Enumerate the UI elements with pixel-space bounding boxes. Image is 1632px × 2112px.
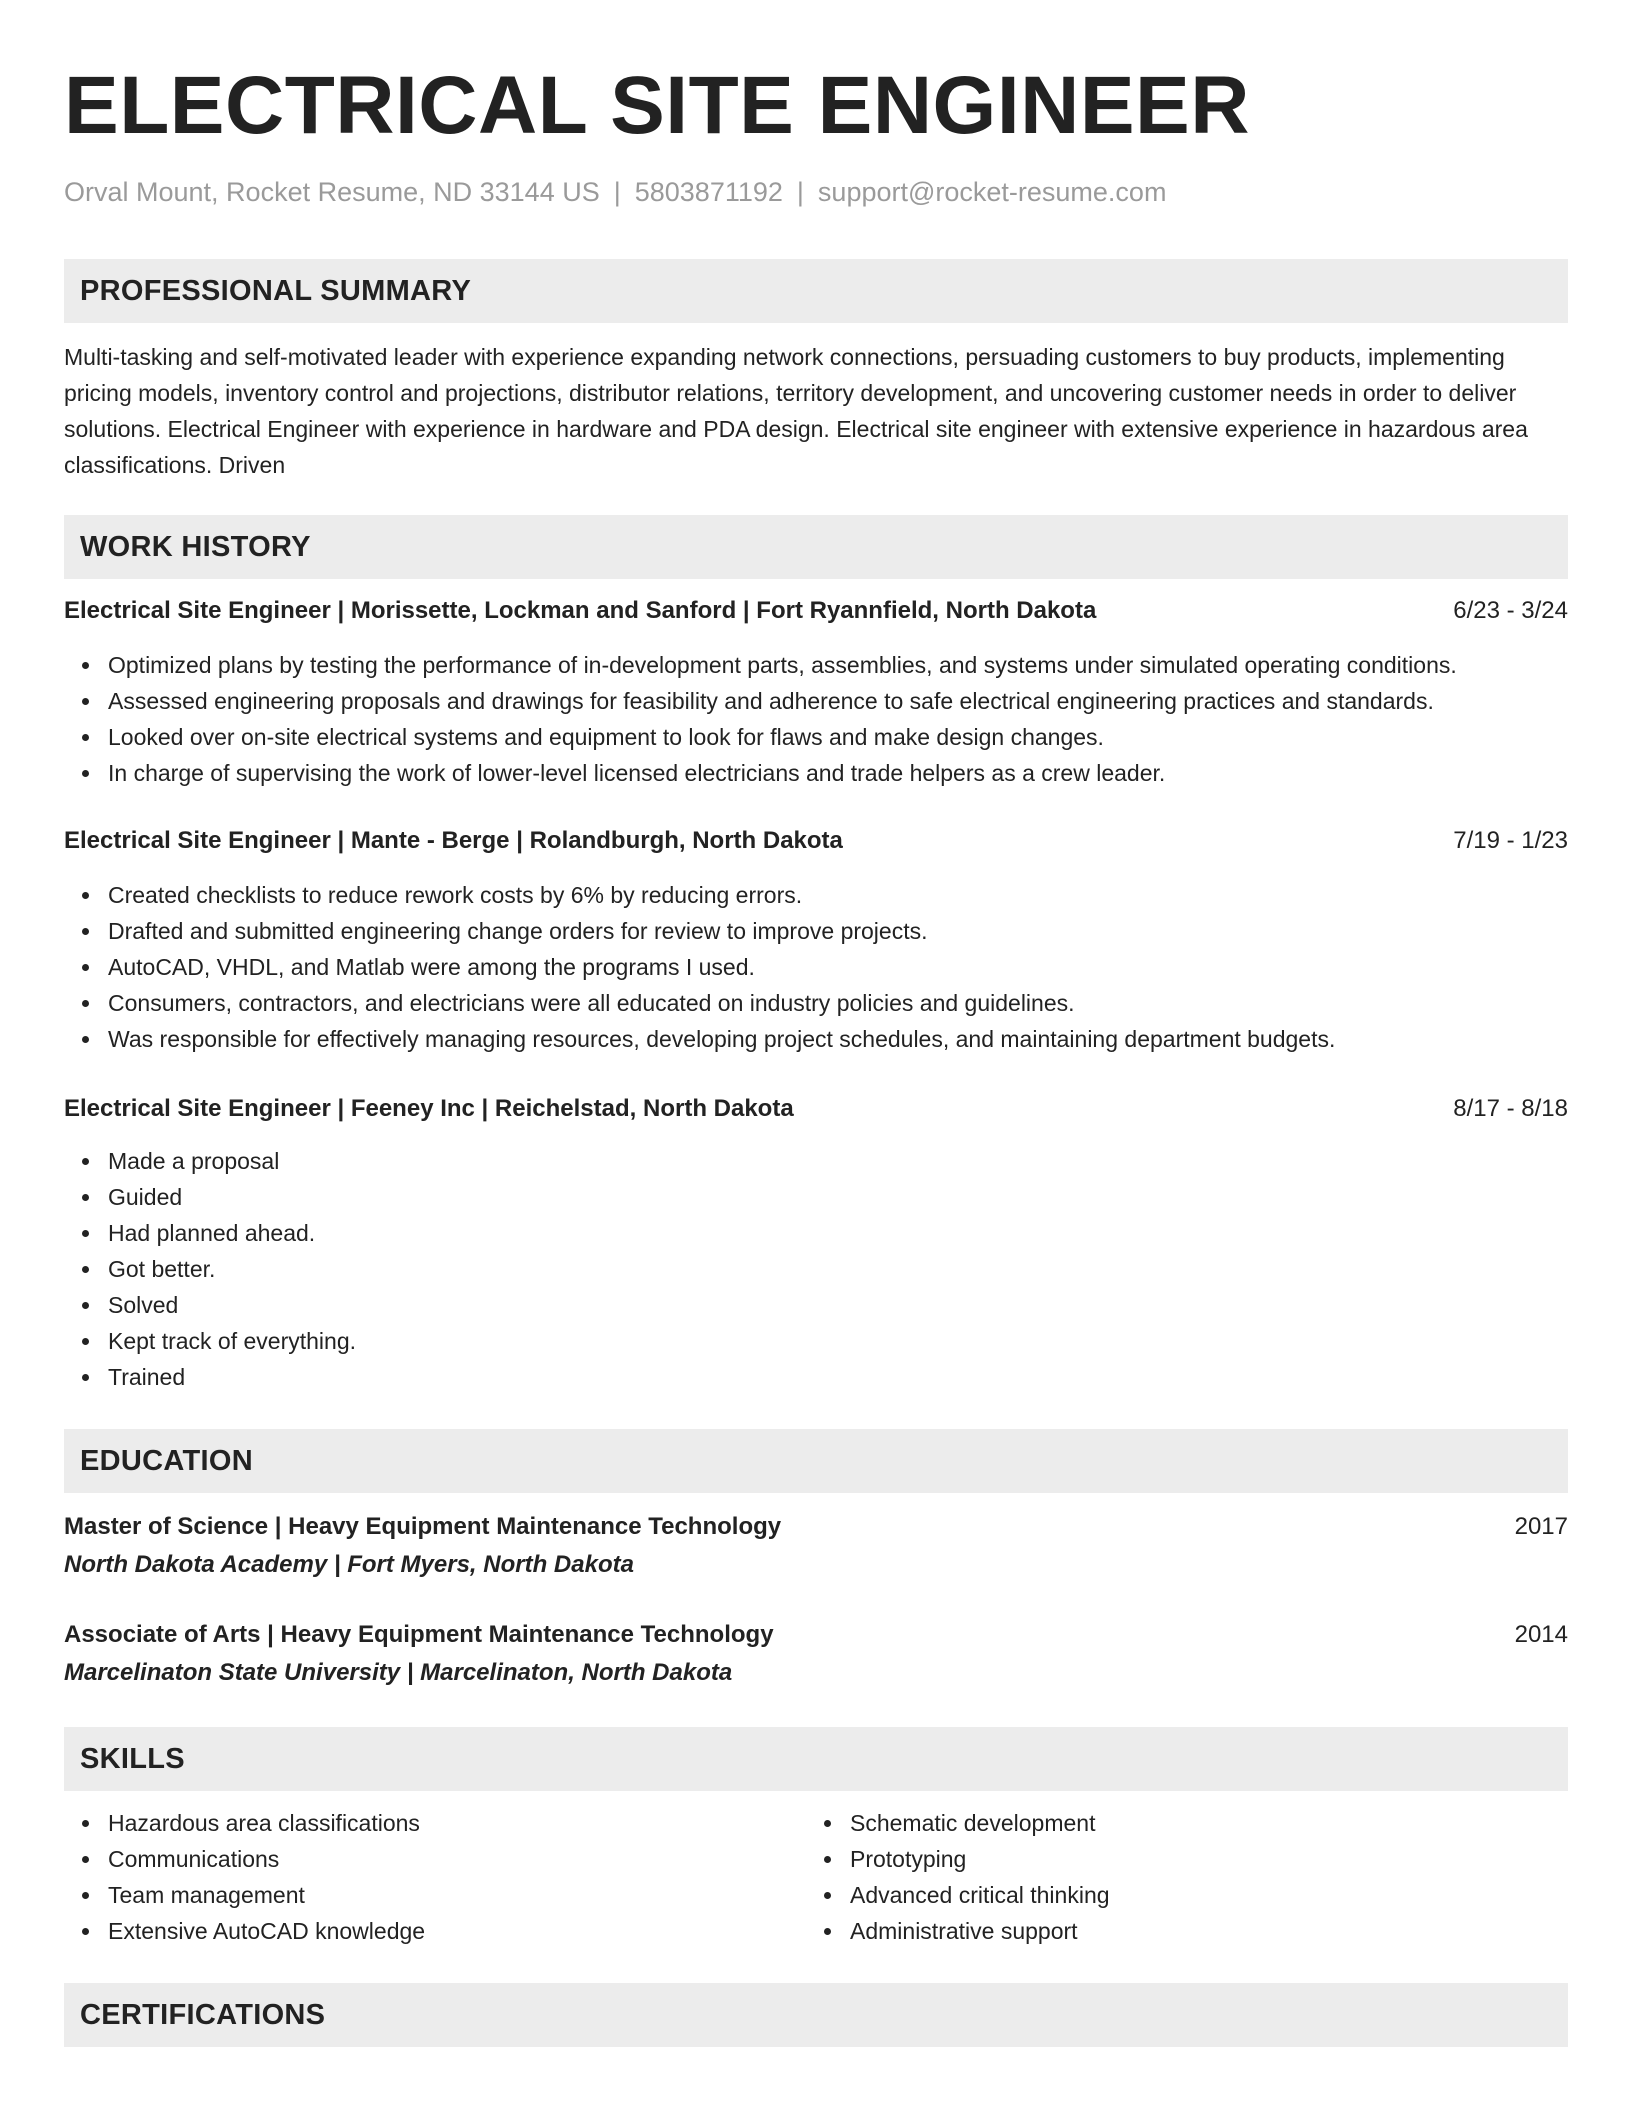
education-entry [64, 1617, 1568, 1691]
list-item: Made a proposal [108, 1143, 1568, 1179]
list-item: Trained [108, 1359, 1568, 1395]
job-title-company: Electrical Site Engineer | Feeney Inc | Reichelstad, North Dakota [64, 1095, 794, 1122]
list-item: Hazardous area classifications [108, 1805, 806, 1841]
education-entry [64, 1509, 1568, 1583]
list-item: Team management [108, 1877, 806, 1913]
job-entry [64, 1091, 1568, 1395]
resume-title: ELECTRICAL SITE ENGINEER [64, 60, 1250, 151]
skills-column-right [806, 1805, 1548, 1949]
list-item: Looked over on-site electrical systems and equipment to look for flaws and make design changes. [108, 719, 1568, 755]
job-dates: 7/19 - 1/23 [1453, 827, 1568, 854]
contact-separator: | [796, 177, 804, 207]
list-item: Optimized plans by testing the performance of in-development parts, assemblies, and systems under simulated operating conditions. [108, 647, 1568, 683]
list-item: Was responsible for effectively managing resources, developing project schedules, and maintaining department budgets. [108, 1021, 1568, 1057]
list-item: Assessed engineering proposals and drawings for feasibility and adherence to safe electrical engineering practices and standards. [108, 683, 1568, 719]
list-item: Administrative support [850, 1913, 1548, 1949]
job-heading [64, 823, 1568, 859]
list-item: Schematic development [850, 1805, 1548, 1841]
job-heading [64, 593, 1568, 629]
list-item: AutoCAD, VHDL, and Matlab were among the programs I used. [108, 949, 1568, 985]
list-item: In charge of supervising the work of lower-level licensed electricians and trade helpers as a crew leader. [108, 755, 1568, 791]
education-degree: Associate of Arts | Heavy Equipment Maintenance Technology [64, 1621, 774, 1648]
summary-text: Multi-tasking and self-motivated leader with experience expanding network connections, persuading customers to buy products, implementing pricing models, inventory control and projections, distributor relations, territory development, and uncovering customer needs in order to deliver solutions. Electrical Engineer with experience in hardware and PDA design. Electrical site engineer with extensive experience in hazardous area classifications. Driven [64, 344, 1528, 478]
job-bullets [64, 877, 1568, 1057]
job-title-company: Electrical Site Engineer | Morissette, Lockman and Sanford | Fort Ryannfield, North Dakota [64, 597, 1097, 624]
list-item: Kept track of everything. [108, 1323, 1568, 1359]
resume-page [64, 0, 1568, 2047]
education-year: 2014 [1514, 1621, 1568, 1648]
list-item: Got better. [108, 1251, 1568, 1287]
skills-column-left [64, 1805, 806, 1949]
skills-bullets [806, 1805, 1548, 1949]
list-item: Drafted and submitted engineering change orders for review to improve projects. [108, 913, 1568, 949]
contact-address: Orval Mount, Rocket Resume, ND 33144 US [64, 177, 600, 207]
job-bullets [64, 1143, 1568, 1395]
section-header-education: EDUCATION [64, 1429, 1568, 1493]
contact-phone: 5803871192 [634, 177, 783, 207]
section-header-summary: PROFESSIONAL SUMMARY [64, 259, 1568, 323]
job-entry [64, 823, 1568, 1057]
list-item: Prototyping [850, 1841, 1548, 1877]
contact-email: support@rocket-resume.com [817, 177, 1167, 207]
job-bullets [64, 647, 1568, 791]
education-degree-row [64, 1509, 1568, 1545]
list-item: Communications [108, 1841, 806, 1877]
list-item: Extensive AutoCAD knowledge [108, 1913, 806, 1949]
education-year: 2017 [1514, 1513, 1568, 1540]
contact-separator: | [613, 177, 621, 207]
contact-line [64, 176, 1568, 208]
job-dates: 8/17 - 8/18 [1453, 1095, 1568, 1122]
list-item: Advanced critical thinking [850, 1877, 1548, 1913]
list-item: Guided [108, 1179, 1568, 1215]
list-item: Had planned ahead. [108, 1215, 1568, 1251]
list-item: Solved [108, 1287, 1568, 1323]
section-header-work-history: WORK HISTORY [64, 515, 1568, 579]
skills-list [64, 1805, 1568, 1949]
skills-bullets [64, 1805, 806, 1949]
list-item: Consumers, contractors, and electricians were all educated on industry policies and guidelines. [108, 985, 1568, 1021]
job-dates: 6/23 - 3/24 [1453, 597, 1568, 624]
section-header-skills: SKILLS [64, 1727, 1568, 1791]
job-entry [64, 593, 1568, 791]
education-school: North Dakota Academy | Fort Myers, North Dakota [64, 1551, 634, 1578]
section-header-certifications: CERTIFICATIONS [64, 1983, 1568, 2047]
job-title-company: Electrical Site Engineer | Mante - Berge | Rolandburgh, North Dakota [64, 827, 843, 854]
education-degree-row [64, 1617, 1568, 1653]
list-item: Created checklists to reduce rework costs by 6% by reducing errors. [108, 877, 1568, 913]
education-degree: Master of Science | Heavy Equipment Maintenance Technology [64, 1513, 782, 1540]
education-school: Marcelinaton State University | Marcelinaton, North Dakota [64, 1659, 733, 1686]
job-heading [64, 1091, 1568, 1127]
